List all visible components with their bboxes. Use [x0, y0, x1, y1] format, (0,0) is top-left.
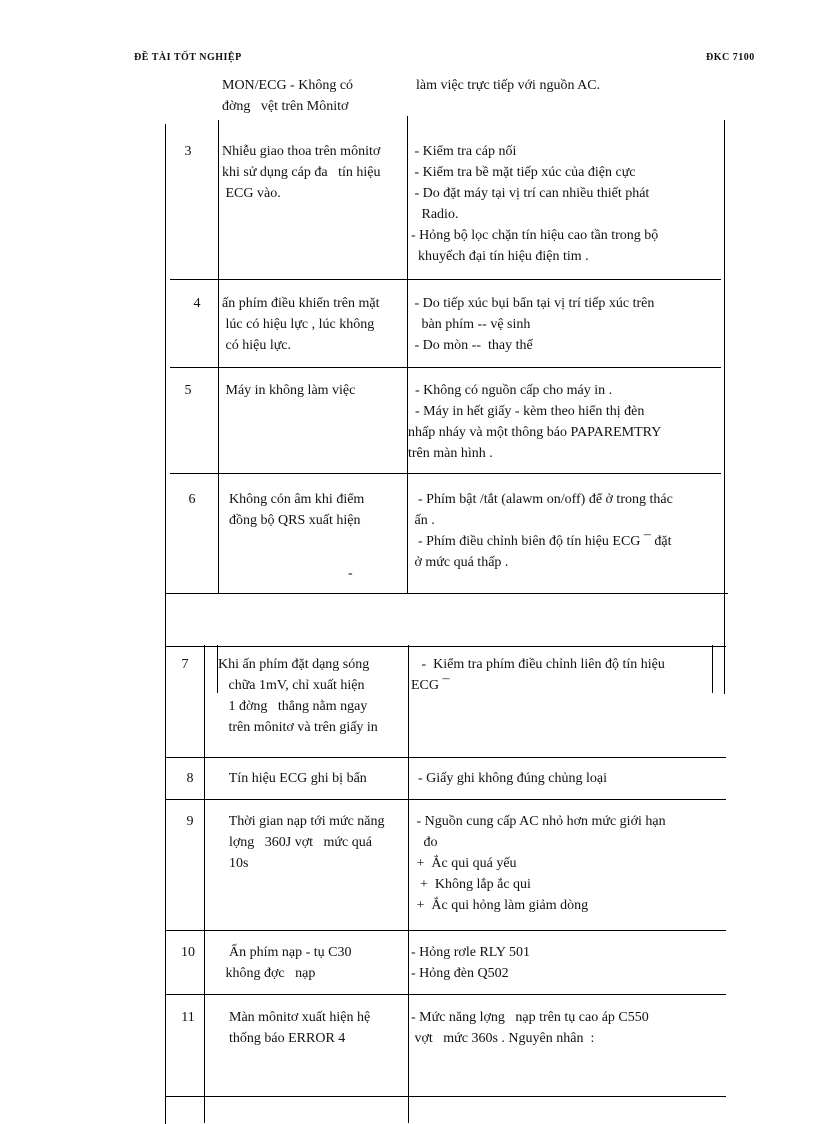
row-number: 8	[186, 771, 194, 786]
document-header-code: ĐKC 7100	[706, 52, 755, 63]
cause-cell: - Nguồn cung cấp AC nhỏ hơn mức giới hạn đo + Ắc qui quá yếu + Không lắp ắc qui + Ắc qui hỏng làm giảm dòng	[416, 814, 666, 913]
cause-cell: - Không có nguồn cấp cho máy in . - Máy in hết giấy - kèm theo hiển thị đèn nhấp nháy và một thông báo PAPAREMTRY trên màn hình .	[408, 383, 662, 461]
cause-cell: - Kiểm tra cáp nối - Kiểm tra bề mặt tiếp xúc của điện cực - Do đặt máy tại vị trí can nhiều thiết phát Radio. - Hỏng bộ lọc chặn tín hiệu cao tần trong bộ khuyếch đại tín hiệu điện tim .	[411, 144, 659, 264]
cause-cell: - Phím bật /tắt (alawm on/off) để ở trong thác ấn . - Phím điều chỉnh biên độ tín hiệu ECG ¯ đặt ở mức quá thấp .	[414, 492, 673, 570]
row-number: 7	[181, 657, 189, 672]
problem-cell: Nhiễu giao thoa trên mônitơ khi sử dụng cáp đa tín hiệu ECG vào.	[222, 144, 381, 201]
continued-cause-cell: làm việc trực tiếp với nguồn AC.	[416, 78, 601, 93]
problem-cell: Ấn phím nạp - tụ C30 không đợc nạp	[225, 945, 352, 981]
document-header-title: ĐỀ TÀI TỐT NGHIỆP	[134, 52, 242, 63]
row-number: 10	[181, 945, 195, 960]
problem-cell: Không cón âm khi điểm đồng bộ QRS xuất hiện	[229, 492, 365, 528]
problem-cell: Thời gian nạp tới mức năng lợng 360J vợt mức quá 10s	[228, 814, 385, 871]
cause-cell: - Giấy ghi không đúng chủng loại	[411, 771, 607, 786]
problem-cell: ấn phím điều khiển trên mặt lúc có hiệu lực , lúc không có hiệu lực.	[222, 296, 380, 353]
problem-cell: Màn mônitơ xuất hiện hệ thống báo ERROR 4	[229, 1010, 371, 1046]
row-number: 11	[181, 1010, 195, 1025]
cause-cell: - Do tiếp xúc bụi bẩn tại vị trí tiếp xúc trên bàn phím -- vệ sinh - Do mòn -- thay thế	[414, 296, 655, 353]
problem-cell: Khi ấn phím đặt dạng sóng chữa 1mV, chỉ xuất hiện 1 đờng thẳng nằm ngay trên mônitơ và trên giấy in	[218, 657, 378, 735]
row-number: 4	[193, 296, 201, 311]
problem-dash-mark: -	[348, 566, 353, 581]
problem-cell: Máy in không làm việc	[222, 383, 356, 398]
row-number: 9	[186, 814, 194, 829]
cause-cell: - Kiểm tra phím điều chỉnh liên độ tín hiệu ECG ¯	[411, 657, 665, 693]
problem-cell: Tín hiệu ECG ghi bị bẩn	[222, 771, 367, 786]
continued-problem-cell: MON/ECG - Không có đờng vệt trên Mônitơ	[222, 78, 354, 114]
row-number: 5	[184, 383, 192, 398]
row-number: 3	[184, 144, 192, 159]
row-number: 6	[188, 492, 196, 507]
cause-cell: - Mức năng lợng nạp trên tụ cao áp C550 vợt mức 360s . Nguyên nhân :	[411, 1010, 649, 1046]
cause-cell: - Hỏng rơle RLY 501 - Hỏng đèn Q502	[411, 945, 531, 981]
